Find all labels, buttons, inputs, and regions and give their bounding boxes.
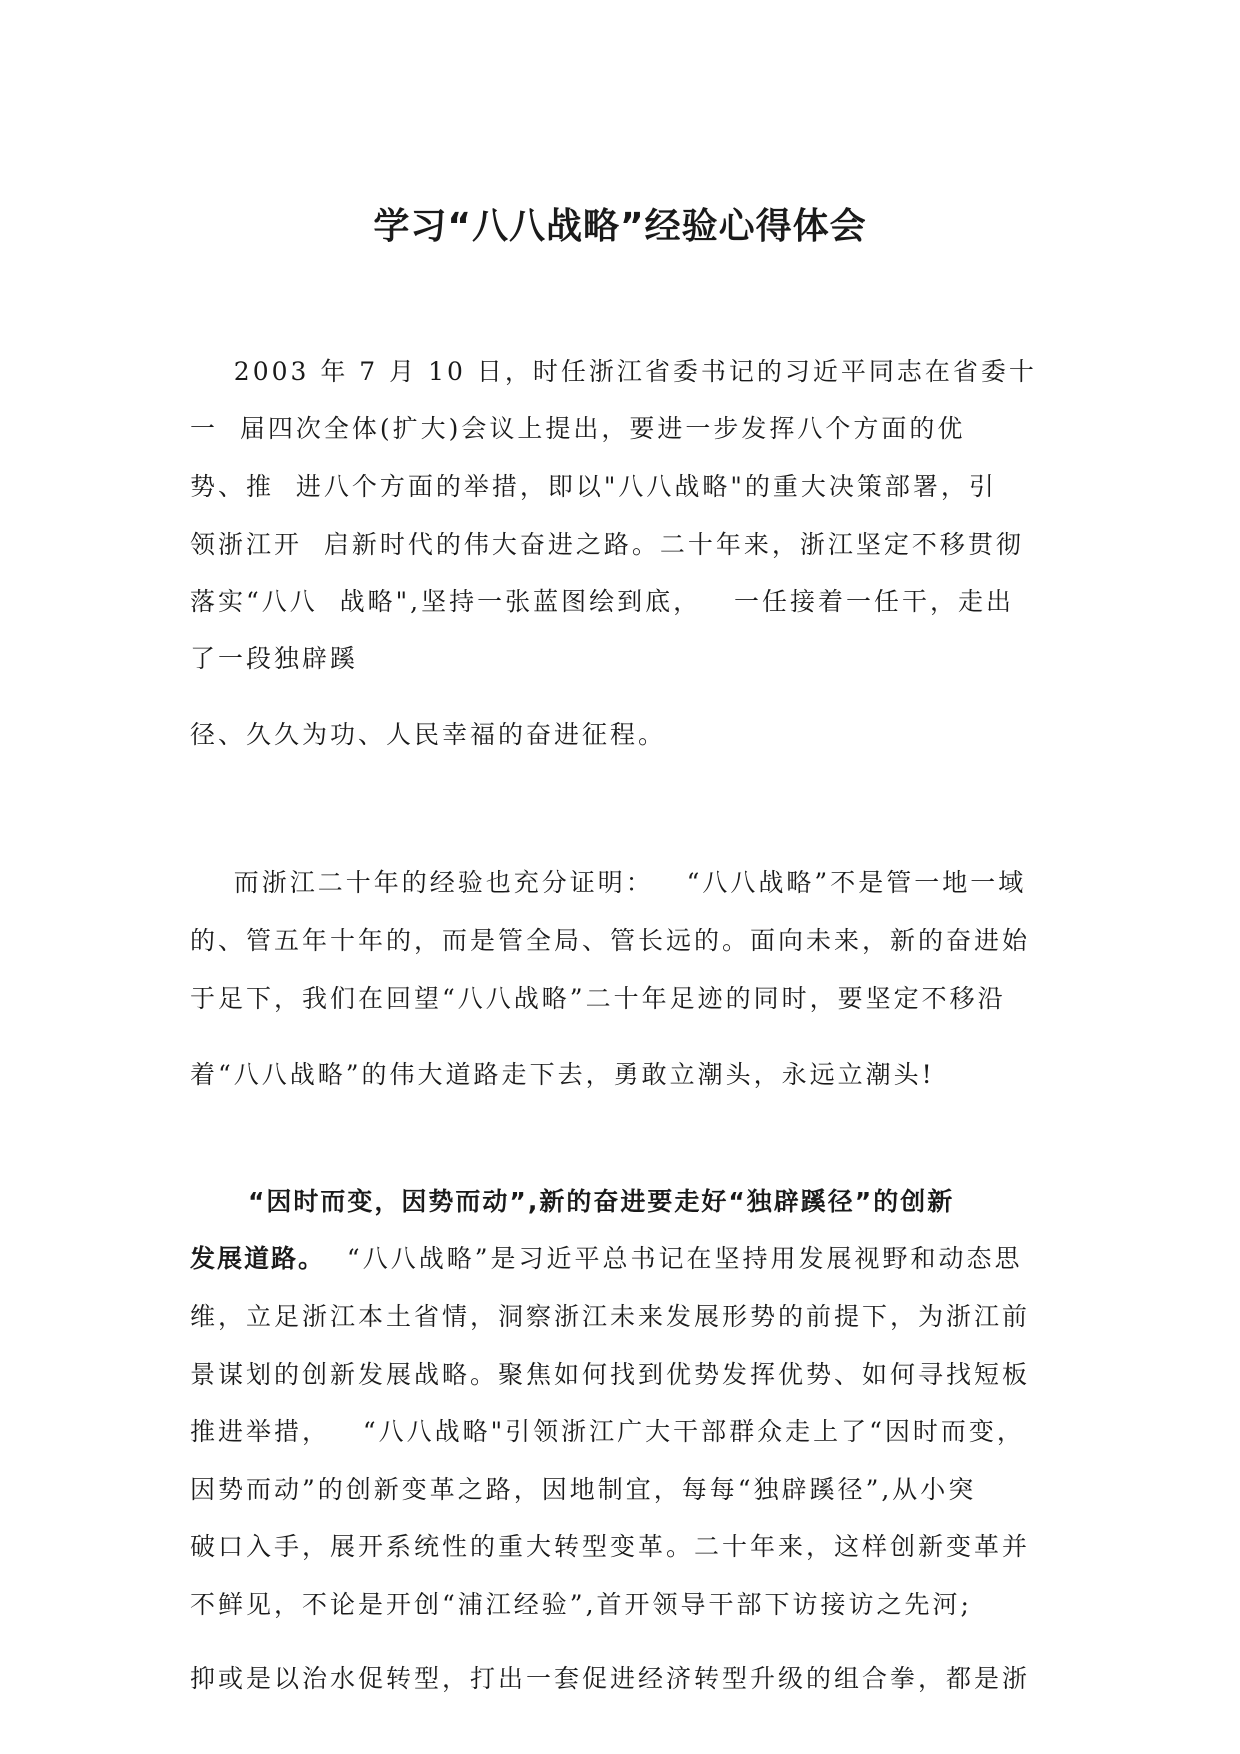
paragraph-line: 而浙江二十年的经验也充分证明： “八八战略”不是管一地一域 — [190, 868, 1027, 897]
paragraph-line: 落实“八八 战略",坚持一张蓝图绘到底， 一任接着一任干，走出 — [190, 587, 1014, 616]
paragraph-line: 破口入手，展开系统性的重大转型变革。二十年来，这样创新变革并 — [190, 1532, 1031, 1561]
paragraph-line: 不鲜见，不论是开创“浦江经验”,首开领导干部下访接访之先河; — [190, 1590, 972, 1619]
paragraph-line — [190, 1242, 1022, 1276]
paragraph-line-rest: “八八战略”是习近平总书记在坚持用发展视野和动态思 — [325, 1244, 1023, 1273]
paragraph-line: 推进举措， “八八战略"引领浙江广大干部群众走上了“因时而变， — [190, 1417, 1025, 1446]
paragraph-line: 抑或是以治水促转型，打出一套促进经济转型升级的组合拳，都是浙 — [190, 1664, 1031, 1693]
paragraph-line: 一 届四次全体(扩大)会议上提出，要进一步发挥八个方面的优 — [190, 414, 966, 443]
section-heading-end: 发展道路。 — [190, 1244, 326, 1273]
paragraph-line: 了一段独辟蹊 — [190, 644, 359, 673]
paragraph-line: 的、管五年十年的，而是管全局、管长远的。面向未来，新的奋进始 — [190, 926, 1031, 955]
section-heading: “因时而变，因势而动”,新的奋进要走好“独辟蹊径”的创新 — [248, 1187, 955, 1216]
paragraph-line: 2003 年 7 月 10 日，时任浙江省委书记的习近平同志在省委十 — [190, 357, 1037, 386]
paragraph-line: 维，立足浙江本土省情，洞察浙江未来发展形势的前提下，为浙江前 — [190, 1302, 1031, 1331]
paragraph-line: 因势而动”的创新变革之路，因地制宜，每每“独辟蹊径”,从小突 — [190, 1475, 977, 1504]
paragraph-line: 着“八八战略”的伟大道路走下去，勇敢立潮头，永远立潮头! — [190, 1060, 935, 1089]
document-title: 学习“八八战略”经验心得体会 — [373, 206, 867, 247]
paragraph-line: 景谋划的创新发展战略。聚焦如何找到优势发挥优势、如何寻找短板 — [190, 1360, 1031, 1389]
paragraph-line: 势、推 进八个方面的举措，即以"八八战略"的重大决策部署，引 — [190, 472, 997, 501]
paragraph-line: 于足下，我们在回望“八八战略”二十年足迹的同时，要坚定不移沿 — [190, 984, 1006, 1013]
paragraph-line: 领浙江开 启新时代的伟大奋进之路。二十年来，浙江坚定不移贯彻 — [190, 530, 1024, 559]
paragraph-line: 径、久久为功、人民幸福的奋进征程。 — [190, 720, 667, 749]
